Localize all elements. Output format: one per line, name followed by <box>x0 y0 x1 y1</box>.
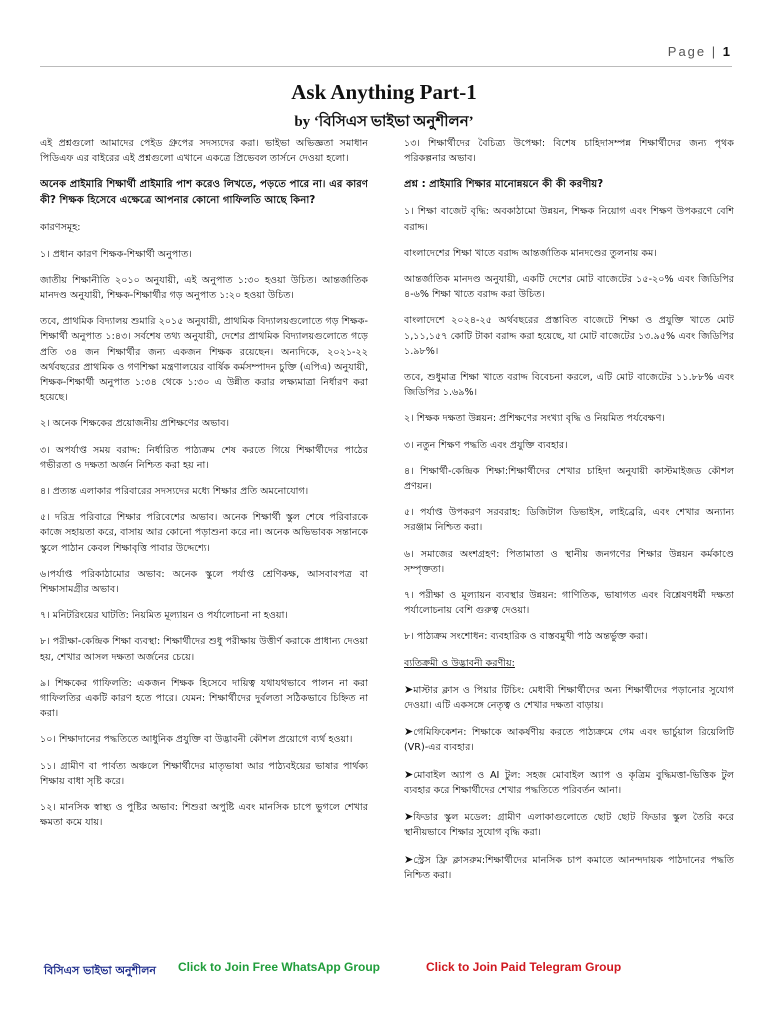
telegram-group-link[interactable]: Click to Join Paid Telegram Group <box>426 960 622 974</box>
paragraph-text: ১১। গ্রামীণ বা পার্বত্য অঞ্চলে শিক্ষার্থীদের মাতৃভাষা আর পাঠ্যবইয়ের ভাষার পার্থক্য শিক্ষায় বাধা সৃষ্টি করে। <box>40 760 368 787</box>
paragraph <box>404 547 734 577</box>
paragraph-text: ৩। অপর্যাপ্ত সময় বরাদ্দ: নির্ধারিত পাঠ্যক্রম শেষ করতে গিয়ে শিক্ষার্থীদের পাঠের গভীরতা ও দক্ষতা অর্জন নিশ্চিত করা হয় না। <box>40 444 368 471</box>
footer <box>40 960 732 980</box>
question-heading <box>40 177 368 209</box>
paragraph <box>40 484 368 499</box>
paragraph-text: ১০। শিক্ষাদানের পদ্ধতিতে আধুনিক প্রযুক্তি বা উদ্ভাবনী কৌশল প্রয়োগে ব্যর্থ হওয়া। <box>40 734 353 746</box>
header-divider <box>40 66 732 67</box>
paragraph-text: ৯। শিক্ষকের গাফিলতি: একজন শিক্ষক হিসেবে দায়িত্ব যথাযথভাবে পালন না করা গাফিলতির একটি কারণ হতে পারে। যেমন: শিক্ষার্থীদের দুর্বলতা সঠিকভাবে চিহ্নিত না করা। <box>40 677 368 720</box>
paragraph-text: বাংলাদেশে ২০২৪-২৫ অর্থবছরের প্রস্তাবিত বাজেটে শিক্ষা ও প্রযুক্তি খাতে মোট ১,১১,১৫৭ কোটি টাকা বরাদ্দ করা হয়েছে, যা মোট বাজেটের ১৩.৯৫% এবং জিডিপির ১.৯৮%। <box>404 315 734 357</box>
question-heading <box>404 177 734 193</box>
paragraph <box>404 724 734 755</box>
arrow-bullet-icon: ➤ <box>404 725 414 739</box>
paragraph-text: মাস্টার ক্লাস ও পিয়ার টিচিং: মেধাবী শিক্ষার্থীদের অন্য শিক্ষার্থীদের পড়ানোর সুযোগ দেওয়া। এটি একসঙ্গে নেতৃত্ব ও শেখার দক্ষতা বাড়ায়। <box>404 684 734 712</box>
paragraph <box>404 809 734 840</box>
paragraph <box>404 767 734 798</box>
paragraph-text: ফিডার স্কুল মডেল: গ্রামীণ এলাকাগুলোতে ছোট ছোট ফিডার স্কুল তৈরি করে স্থানীয়ভাবে শিক্ষার সুযোগ বৃদ্ধি করা। <box>404 812 734 839</box>
left-column <box>40 136 368 936</box>
paragraph-text: ৭। মনিটরিংয়ের ঘাটতি: নিয়মিত মূল্যায়ন ও পর্যালোচনা না হওয়া। <box>40 610 288 622</box>
paragraph <box>40 759 368 789</box>
paragraph <box>404 464 734 494</box>
paragraph-text: ১২। মানসিক স্বাস্থ্য ও পুষ্টির অভাব: শিশুরা অপুষ্টি এবং মানসিক চাপে ভুগলে শেখার ক্ষমতা কমে যায়। <box>40 802 368 829</box>
whatsapp-group-link[interactable]: Click to Join Free WhatsApp Group <box>178 960 381 974</box>
paragraph <box>40 220 368 235</box>
paragraph <box>40 510 368 556</box>
paragraph <box>40 634 368 664</box>
paragraph <box>404 136 734 166</box>
paragraph-text: ১৩। শিক্ষার্থীদের বৈচিত্র্য উপেক্ষা: বিশেষ চাহিদাসম্পন্ন শিক্ষার্থীদের জন্য পৃথক পরিকল্পনার অভাব। <box>404 138 734 165</box>
footer-brand: বিসিএস ভাইভা অনুশীলন <box>44 964 156 977</box>
document-byline: by ‘বিসিএস ভাইভা অনুশীলন’ <box>294 114 474 130</box>
paragraph-text: ৩। নতুন শিক্ষণ পদ্ধতি এবং প্রযুক্তি ব্যবহার। <box>404 439 568 451</box>
arrow-bullet-icon: ➤ <box>404 682 414 696</box>
paragraph-text: প্রশ্ন : প্রাইমারি শিক্ষার মানোন্নয়নে কী কী করণীয়? <box>404 179 604 191</box>
paragraph-text: এই প্রশ্নগুলো আমাদের পেইড গ্রুপের সদস্যদের করা। ভাইভা অভিজ্ঞতা সমাধান পিডিএফ এর বাইরের এই প্রশ্নগুলো এখানে একত্রে প্রিভেবল তার্সনে দেওয়া হলো। <box>40 138 368 165</box>
paragraph-text: ৫। পর্যাপ্ত উপকরণ সরবরাহ: ডিজিটাল ডিভাইস, লাইব্রেরি, এবং শেখার অন্যান্য সরঞ্জাম নিশ্চিত করা। <box>404 507 734 534</box>
paragraph <box>40 676 368 722</box>
arrow-bullet-icon: ➤ <box>404 810 414 824</box>
document-title: Ask Anything Part-1 <box>291 80 477 104</box>
page-label: Page <box>667 44 707 59</box>
paragraph-text: জাতীয় শিক্ষানীতি ২০১০ অনুযায়ী, এই অনুপাত ১:৩০ হওয়া উচিত। আন্তর্জাতিক মানদণ্ড অনুযায়ী, শিক্ষক-শিক্ষার্থীর গড় অনুপাত ১:২০ হওয়া উচিত। <box>40 274 368 302</box>
paragraph-text: তবে, প্রাথমিক বিদ্যালয় শুমারি ২০১৫ অনুযায়ী, প্রাথমিক বিদ্যালয়গুলোতে গড় শিক্ষক-শিক্ষার্থী অনুপাত ১:৪৩। সর্বশেষ তথ্য অনুযায়ী, দেশের প্রাথমিক বিদ্যালয়গুলোতে গড়ে প্রতি ৩৪ জন শিক্ষার্থীর জন্য একজন শিক্ষক রয়েছেন। অন্যদিকে, ২০২১-২২ অর্থবছরের প্রাথমিক ও গণশিক্ষা মন্ত্রণালয়ের বার্ষিক কর্মসম্পাদন চুক্তি (এপিএ) অনুযায়ী, শিক্ষক-শিক্ষার্থী অনুপাত ১:৩৪ থেকে ১:৩০ এ উন্নীত করার লক্ষ্যমাত্রা নির্ধারণ করা হয়েছে। <box>40 316 368 404</box>
paragraph-text: অনেক প্রাইমারি শিক্ষার্থী প্রাইমারি পাশ করেও লিখতে, পড়তে পারে না। এর কারণ কী? শিক্ষক হিসেবে এক্ষেত্রে আপনার কোনো গাফিলতি আছে কিনা? <box>40 179 368 207</box>
paragraph-text: ৫। দরিদ্র পরিবারে শিক্ষার পরিবেশের অভাব। অনেক শিক্ষার্থী স্কুল শেষে পরিবারকে কাজে সহায়তা করে, বাসায় আর কোনো পড়াশুনা করে না। অনেক অভিভাবক সন্তানকে স্কুলে পাঠান কেবল শিক্ষাবৃত্তি পাবার উদ্দেশ্যে। <box>40 512 368 554</box>
paragraph <box>404 438 734 453</box>
paragraph <box>40 247 368 262</box>
paragraph <box>404 246 734 261</box>
page-number-value: 1 <box>722 44 732 59</box>
paragraph <box>40 800 368 830</box>
paragraph-text: ৬।পর্যাপ্ত পরিকাঠামোর অভাব: অনেক স্কুলে পর্যাপ্ত শ্রেণিকক্ষ, আসবাবপত্র বা শিক্ষাসামগ্রীর অভাব। <box>40 568 368 596</box>
paragraph-text: ৮। পাঠ্যক্রম সংশোধন: ব্যবহারিক ও বাস্তবমুখী পাঠ অন্তর্ভুক্ত করা। <box>404 631 648 643</box>
arrow-bullet-icon: ➤ <box>404 852 414 866</box>
section-subheading <box>404 656 734 671</box>
paragraph-text: স্ট্রেস ফ্রি ক্লাসরুম:শিক্ষার্থীদের মানসিক চাপ কমাতে আনন্দদায়ক পাঠদানের পদ্ধতি নিশ্চিত করা। <box>404 854 734 881</box>
paragraph <box>40 443 368 473</box>
paragraph <box>404 852 734 883</box>
paragraph-text: ৮। পরীক্ষা-কেন্দ্রিক শিক্ষা ব্যবস্থা: শিক্ষার্থীদের শুধু পরীক্ষায় উত্তীর্ণ করাকে প্রাধান্য দেওয়া হয়, শেখার আসল দক্ষতা অর্জনের চেয়ে। <box>40 636 368 663</box>
paragraph <box>404 370 734 400</box>
paragraph <box>404 204 734 234</box>
paragraph-text: ১। শিক্ষা বাজেট বৃদ্ধি: অবকাঠামো উন্নয়ন, শিক্ষক নিয়োগ এবং শিক্ষণ উপকরণে বেশি বরাদ্দ। <box>404 206 734 233</box>
paragraph <box>404 682 734 713</box>
paragraph <box>40 567 368 597</box>
paragraph-text: তবে, শুধুমাত্র শিক্ষা খাতে বরাদ্দ বিবেচনা করলে, এটি মোট বাজেটের ১১.৮৮% এবং জিডিপির ১.৬৯%। <box>404 372 734 399</box>
paragraph <box>404 411 734 426</box>
paragraph-text: বাংলাদেশের শিক্ষা খাতে বরাদ্দ আন্তর্জাতিক মানদণ্ডের তুলনায় কম। <box>404 247 657 259</box>
paragraph <box>40 608 368 623</box>
right-column <box>404 136 734 936</box>
paragraph-text: আন্তর্জাতিক মানদণ্ড অনুযায়ী, একটি দেশের মোট বাজেটের ১৫-২০% এবং জিডিপির ৪-৬% শিক্ষা খাতে বরাদ্দ করা উচিত। <box>404 274 734 301</box>
paragraph-text: গেমিফিকেশন: শিক্ষাকে আকর্ষণীয় করতে পাঠ্যক্রমে গেম এবং ভার্চুয়াল রিয়েলিটি (VR)-এর ব্যবহার। <box>404 727 734 754</box>
paragraph-text: ৬। সমাজের অংশগ্রহণ: পিতামাতা ও স্থানীয় জনগণের শিক্ষার উন্নয়ন কর্মকাণ্ডে সম্পৃক্ততা। <box>404 548 734 575</box>
paragraph <box>40 136 368 166</box>
paragraph <box>404 272 734 302</box>
paragraph <box>404 588 734 618</box>
paragraph <box>40 273 368 303</box>
paragraph-text: ৭। পরীক্ষা ও মূল্যায়ন ব্যবস্থার উন্নয়ন: গাণিতিক, ভাষাগত এবং বিশ্লেষণধর্মী দক্ষতা পর্যালোচনায় বেশি গুরুত্ব দেওয়া। <box>404 590 734 617</box>
paragraph-text: ৪। শিক্ষার্থী-কেন্দ্রিক শিক্ষা:শিক্ষার্থীদের শেখার চাহিদা অনুযায়ী কাস্টমাইজড কৌশল প্রণয়ন। <box>404 465 734 493</box>
paragraph-text: ব্যতিক্রমী ও উদ্ভাবনী করণীয়: <box>404 657 515 669</box>
paragraph-text: মোবাইল অ্যাপ ও AI টুল: সহজ মোবাইল অ্যাপ ও কৃত্রিম বুদ্ধিমত্তা-ভিত্তিক টুল ব্যবহার করে শিক্ষার্থীদের শেখার পদ্ধতিতে পরিবর্তন আনা। <box>404 769 734 796</box>
paragraph-text: ২। অনেক শিক্ষকের প্রয়োজনীয় প্রশিক্ষণের অভাব। <box>40 418 230 430</box>
page-number: Page | 1 <box>667 44 732 59</box>
paragraph <box>404 505 734 535</box>
paragraph <box>404 629 734 644</box>
paragraph-text: ৪। প্রত্যন্ত এলাকার পরিবারের সদস্যদের মধ্যে শিক্ষার প্রতি অমনোযোগ। <box>40 486 309 498</box>
paragraph <box>404 313 734 359</box>
paragraph <box>40 732 368 747</box>
paragraph-text: ২। শিক্ষক দক্ষতা উন্নয়ন: প্রশিক্ষণের সংখ্যা বৃদ্ধি ও নিয়মিত পর্যবেক্ষণ। <box>404 413 665 425</box>
paragraph <box>40 314 368 405</box>
arrow-bullet-icon: ➤ <box>404 767 414 781</box>
paragraph <box>40 416 368 431</box>
paragraph-text: ১। প্রধান কারণ শিক্ষক-শিক্ষার্থী অনুপাত। <box>40 248 192 260</box>
paragraph-text: কারণসমূহ: <box>40 222 81 234</box>
